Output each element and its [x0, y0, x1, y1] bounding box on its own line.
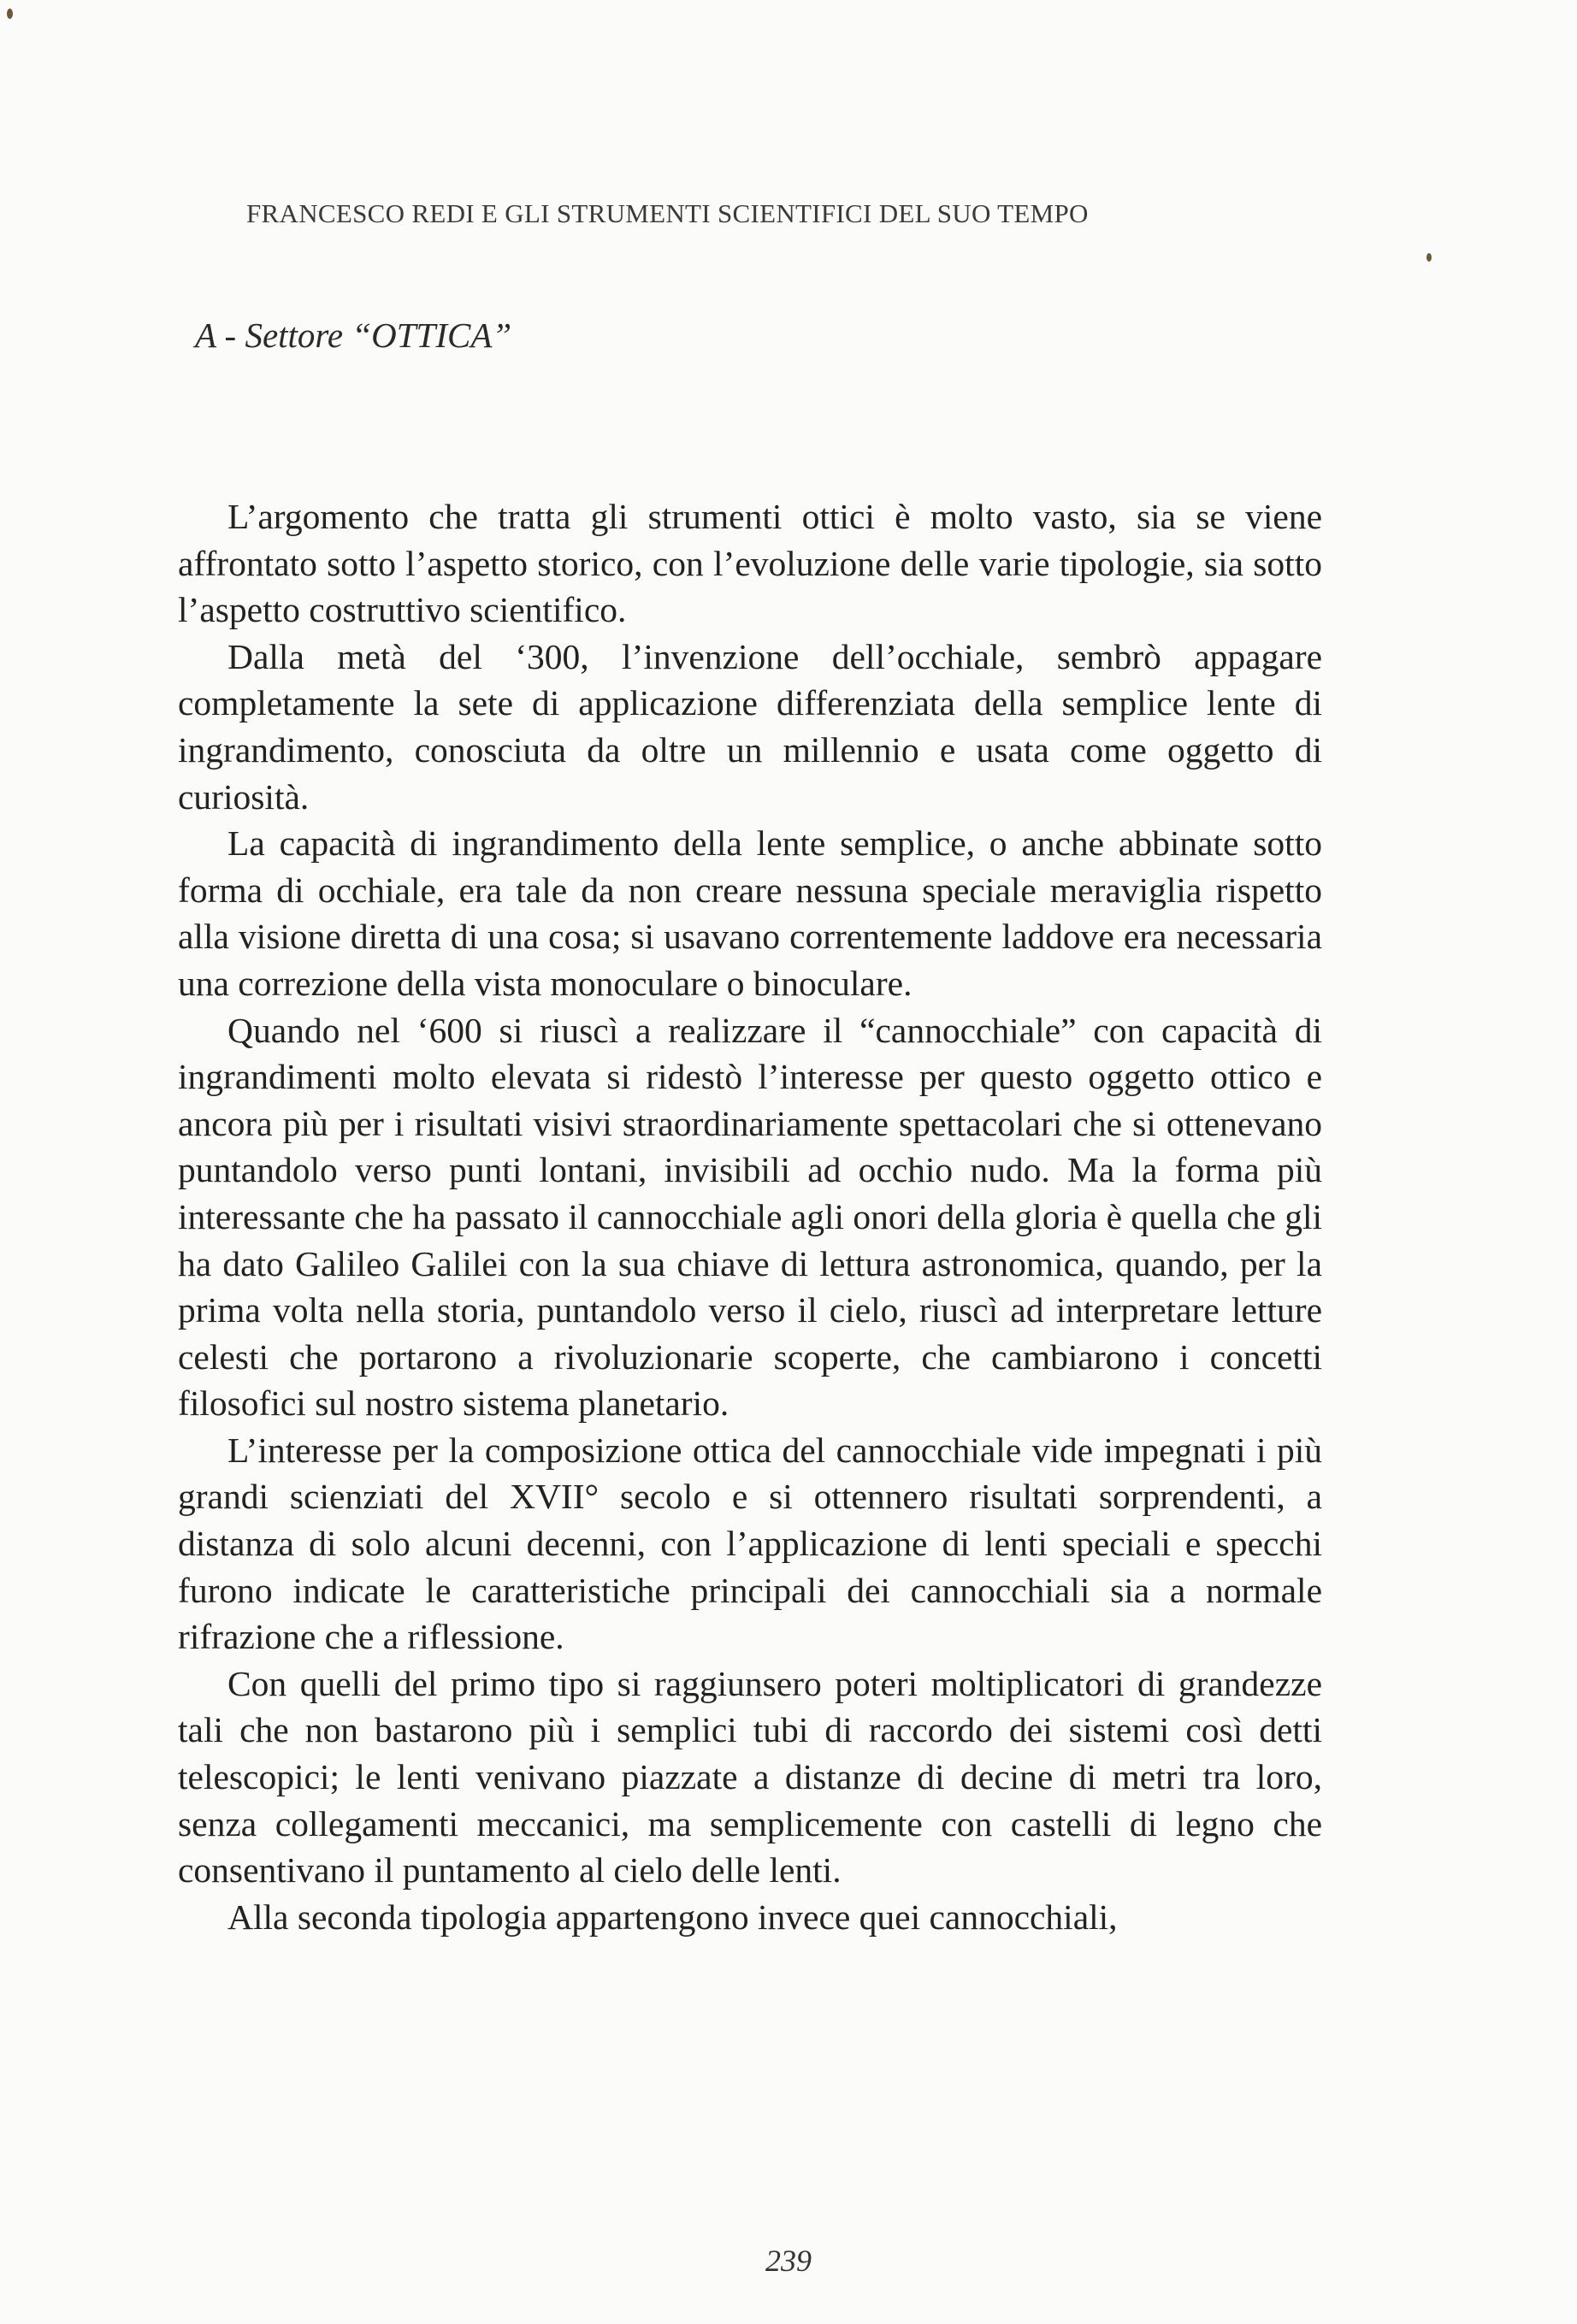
section-title: A - Settore “OTTICA”	[195, 316, 512, 355]
paragraph: La capacità di ingrandimento della lente semplice, o anche abbinate sotto forma di occhiale, era tale da non creare nessuna speciale meraviglia rispetto alla visione diretta di una cosa; si usavano correntemente laddove era necessaria una correzione della vista monoculare o binoculare.	[178, 823, 1322, 1003]
paragraph: Con quelli del primo tipo si raggiunsero poteri moltiplicatori di grandezze tali che non bastarono più i semplici tubi di raccordo dei sistemi così detti telescopici; le lenti venivano piazzate a distanze di decine di metri tra loro, senza collegamenti meccanici, ma semplicemente con castelli di legno che consentivano il puntamento al cielo delle lenti.	[178, 1663, 1322, 1890]
paragraph: Quando nel ‘600 si riuscì a realizzare il “cannocchiale” con capacità di ingrandimenti molto elevata si ridestò l’interesse per questo oggetto ottico e ancora più per i risultati visivi straordinariamente spettacolari che si ottenevano puntandolo verso punti lontani, invisibili ad occhio nudo. Ma la forma più interessante che ha passato il cannocchiale agli onori della gloria è quella che gli ha dato Galileo Galilei con la sua chiave di lettura astronomica, quando, per la prima volta nella storia, puntandolo verso il cielo, riuscì ad interpretare letture celesti che portarono a rivoluzionarie scoperte, che cambiarono i concetti filosofici sul nostro sistema planetario.	[178, 1010, 1322, 1424]
body-text	[178, 493, 1322, 1940]
running-head: FRANCESCO REDI E GLI STRUMENTI SCIENTIFICI DEL SUO TEMPO	[246, 198, 1089, 228]
paragraph: L’interesse per la composizione ottica del cannocchiale vide impegnati i più grandi scienziati del XVII° secolo e si ottennero risultati sorprendenti, a distanza di solo alcuni decenni, con l’applicazione di lenti speciali e specchi furono indicate le caratteristiche principali dei cannocchiali sia a normale rifrazione che a riflessione.	[178, 1430, 1322, 1657]
paper-speck	[7, 9, 13, 19]
paragraph: L’argomento che tratta gli strumenti ottici è molto vasto, sia se viene affrontato sotto l’aspetto storico, con l’evoluzione delle varie tipologie, sia sotto l’aspetto costruttivo scientifico.	[178, 497, 1322, 630]
paragraph: Dalla metà del ‘300, l’invenzione dell’occhiale, sembrò appagare completamente la sete di applicazione differenziata della semplice lente di ingrandimento, conosciuta da oltre un millennio e usata come oggetto di curiosità.	[178, 636, 1322, 817]
paragraph: Alla seconda tipologia appartengono invece quei cannocchiali,	[227, 1896, 1118, 1937]
paper-speck	[1426, 253, 1432, 262]
page-number: 239	[765, 2244, 812, 2278]
